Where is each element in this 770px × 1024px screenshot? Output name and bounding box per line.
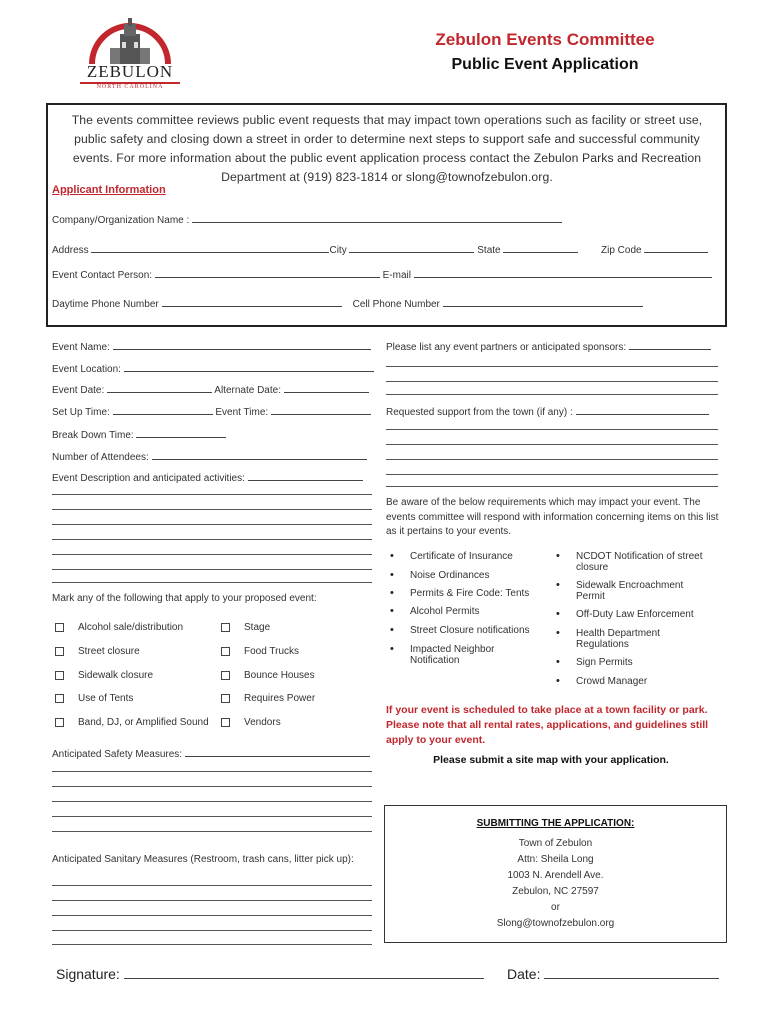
submission-line: Town of Zebulon [518,838,593,849]
description-line[interactable] [52,539,372,540]
cell-phone-label: Cell Phone Number [352,299,440,310]
event-location-field[interactable] [52,362,374,375]
email-label: E-mail [382,270,411,281]
attendees-field[interactable] [52,450,367,463]
mark-label: Mark any of the following that apply to your proposed event: [52,593,317,604]
description-line[interactable] [52,569,372,570]
sanitary-line[interactable] [52,885,372,886]
checkbox-bounce-houses[interactable] [221,670,315,681]
submission-line: Attn: Sheila Long [517,854,594,865]
day-phone-label: Daytime Phone Number [52,299,159,310]
partners-line[interactable] [386,381,718,382]
sanitary-line[interactable] [52,915,372,916]
submission-email[interactable]: Slong@townofzebulon.org [496,918,615,929]
event-name-field[interactable] [52,340,371,353]
checkbox-label: Band, DJ, or Amplified Sound [78,717,209,728]
checkbox-label: Bounce Houses [244,670,315,681]
page-subtitle: Public Event Application [451,56,639,73]
req-law: • Off-Duty Law Enforcement [576,609,726,620]
phone-field[interactable] [52,297,643,310]
safety-line[interactable] [52,816,372,817]
checkbox-tents[interactable] [55,693,133,704]
checkbox-label: Requires Power [244,693,316,704]
support-field[interactable] [386,405,709,418]
event-date-field[interactable] [52,383,369,396]
description-line[interactable] [52,509,372,510]
requirements-intro: Be aware of the below requirements which may impact your event. The events committee will respond with information concerning items on this list as it pertains to your events. [386,497,719,537]
submission-line: or [551,902,560,913]
town-hall-emblem [80,14,180,66]
req-alcohol: • Alcohol Permits [410,606,560,617]
support-line[interactable] [386,444,718,445]
checkbox-label: Street closure [78,646,140,657]
req-sidewalk: • Sidewalk Encroachment Permit [576,580,691,602]
checkbox-icon[interactable] [55,694,64,703]
setup-time-field[interactable] [52,405,371,418]
description-line[interactable] [52,494,372,495]
state-label: State [477,245,501,256]
zip-field[interactable] [601,243,708,256]
checkbox-icon[interactable] [221,671,230,680]
applicant-heading: Applicant Information [52,184,166,196]
contact-field[interactable] [52,268,712,281]
checkbox-icon[interactable] [221,647,230,656]
address-field[interactable] [52,243,578,256]
signature-label: Signature: [56,966,120,982]
checkbox-icon[interactable] [221,623,230,632]
submission-line: 1003 N. Arendell Ave. [507,870,604,881]
sanitary-line[interactable] [52,944,372,945]
support-line[interactable] [386,474,718,475]
checkbox-icon[interactable] [221,694,230,703]
safety-label: Anticipated Safety Measures: [52,749,183,760]
checkbox-icon[interactable] [55,671,64,680]
page-title: Zebulon Events Committee [435,30,655,49]
date-field[interactable] [507,966,719,982]
checkbox-label: Food Trucks [244,646,300,657]
city-label: City [329,245,347,256]
req-street-closure: • Street Closure notifications [410,625,560,636]
checkbox-vendors[interactable] [221,717,281,728]
checkbox-icon[interactable] [221,718,230,727]
checkbox-icon[interactable] [55,647,64,656]
checkbox-label: Vendors [244,717,281,728]
checkbox-alcohol[interactable] [55,622,183,633]
logo-state: NORTH CAROLINA [96,84,164,90]
checkbox-power[interactable] [221,693,315,704]
support-line[interactable] [386,486,718,487]
req-ncdot: • NCDOT Notification of street closure [576,551,716,573]
checkbox-label: Alcohol sale/distribution [78,622,184,633]
logo-town-name: ZEBULON [80,62,180,84]
submission-info [384,816,727,932]
event-date-label: Event Date: [52,385,105,396]
zip-label: Zip Code [601,245,642,256]
checkbox-icon[interactable] [55,718,64,727]
event-location-label: Event Location: [52,364,121,375]
site-map-note: Please submit a site map with your application. [433,754,669,766]
address-label: Address [52,245,89,256]
checkbox-band-dj[interactable] [55,717,209,728]
safety-field[interactable] [52,747,370,760]
description-field[interactable] [52,471,363,484]
checkbox-food-trucks[interactable] [221,646,299,657]
checkbox-label: Use of Tents [78,693,134,704]
partners-field[interactable] [386,340,711,353]
partners-line[interactable] [386,366,718,367]
safety-line[interactable] [52,786,372,787]
req-sign: • Sign Permits [576,657,726,668]
partners-label: Please list any event partners or anticipated sponsors: [386,342,627,353]
attendees-label: Number of Attendees: [52,452,149,463]
req-neighbor: • Impacted Neighbor Notification [410,644,520,666]
submission-heading: SUBMITTING THE APPLICATION: [476,818,635,829]
rental-warning: If your event is scheduled to take place at a town facility or park. Please note that all rental rates, applications, and guidelines still apply to your event. [386,704,709,746]
checkbox-icon[interactable] [55,623,64,632]
date-label: Date: [507,966,541,982]
checkbox-label: Sidewalk closure [78,670,154,681]
req-health: • Health Department Regulations [576,628,676,650]
safety-line[interactable] [52,771,372,772]
sanitary-line[interactable] [52,930,372,931]
support-line[interactable] [386,459,718,460]
req-crowd: • Crowd Manager [576,676,726,687]
company-label: Company/Organization Name : [52,215,190,226]
support-line[interactable] [386,429,718,430]
checkbox-label: Stage [244,622,271,633]
req-noise: • Noise Ordinances [410,570,560,581]
safety-line[interactable] [52,831,372,832]
partners-line[interactable] [386,394,718,395]
support-label: Requested support from the town (if any) : [386,407,573,418]
event-time-label: Event Time: [215,407,269,418]
breakdown-label: Break Down Time: [52,430,134,441]
town-logo [80,14,180,90]
checkbox-stage[interactable] [221,622,270,633]
description-label: Event Description and anticipated activities: [52,473,245,484]
req-tents: • Permits & Fire Code: Tents [410,588,560,599]
contact-label: Event Contact Person: [52,270,153,281]
event-name-label: Event Name: [52,342,110,353]
alt-date-label: Alternate Date: [214,385,281,396]
breakdown-field[interactable] [52,428,226,441]
safety-line[interactable] [52,801,372,802]
company-field[interactable] [52,213,562,226]
signature-field[interactable] [56,966,484,982]
checkbox-street-closure[interactable] [55,646,140,657]
sanitary-line[interactable] [52,900,372,901]
description-line[interactable] [52,524,372,525]
sanitary-label: Anticipated Sanitary Measures (Restroom, trash cans, litter pick up): [52,854,354,865]
req-insurance: • Certificate of Insurance [410,551,560,562]
description-line[interactable] [52,582,372,583]
intro-text: The events committee reviews public event requests that may impact town operations such as facility or street use, public safety and closing down a street in order to determine next steps to support safe and successful community events. For more information about the public event application process contact the Zebulon Parks and Recreation Department at (919) 823-1814 or slong@townofzebulon.org. [71,113,703,184]
submission-line: Zebulon, NC 27597 [512,886,599,897]
checkbox-sidewalk-closure[interactable] [55,670,153,681]
description-line[interactable] [52,554,372,555]
setup-time-label: Set Up Time: [52,407,110,418]
